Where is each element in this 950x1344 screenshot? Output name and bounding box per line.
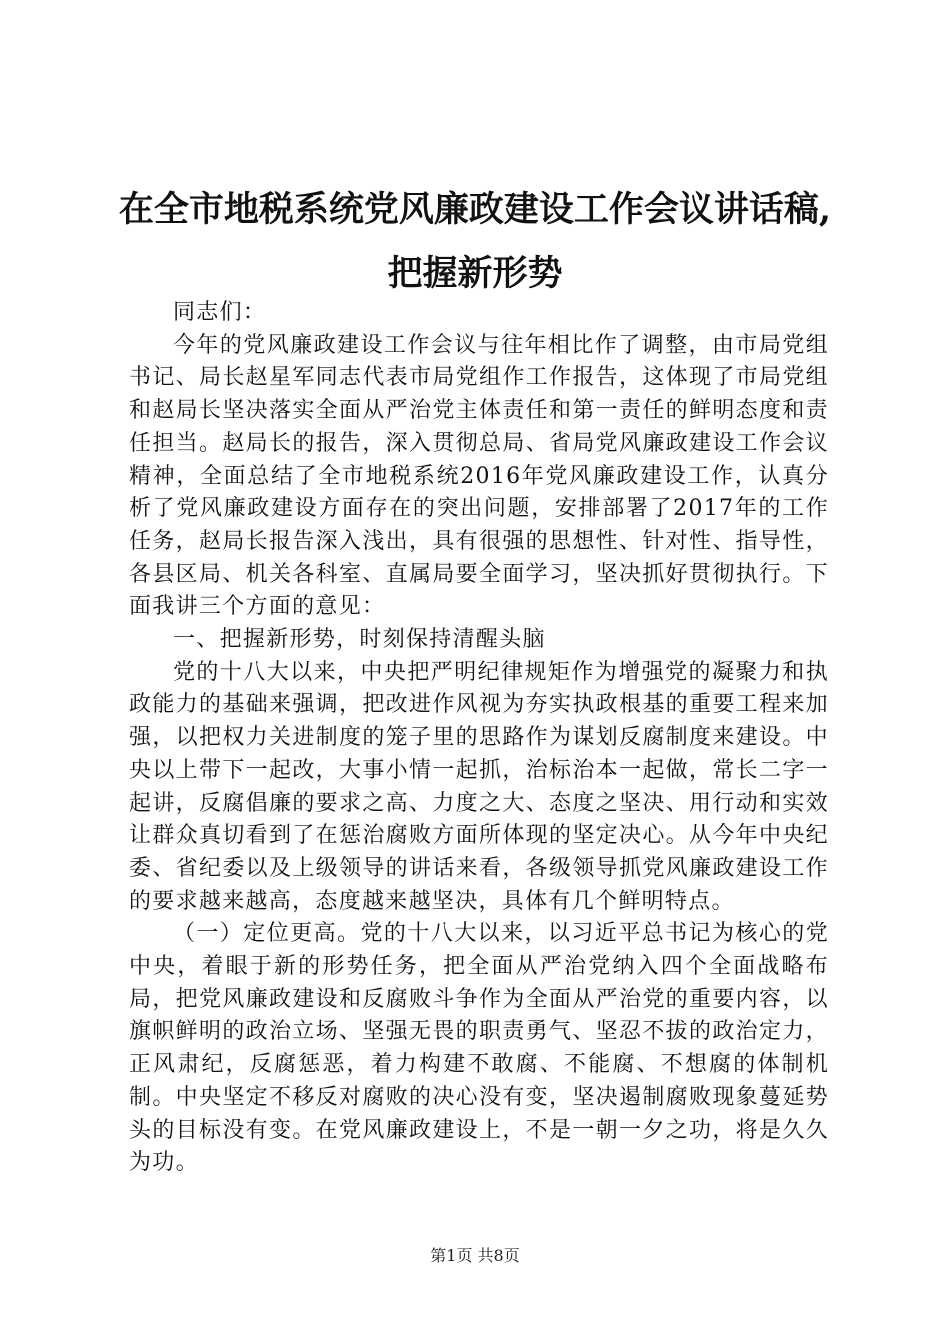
body-paragraph: 今年的党风廉政建设工作会议与往年相比作了调整，由市局党组书记、局长赵星军同志代表市局党组作工作报告，这体现了市局党组和赵局长坚决落实全面从严治党主体责任和第一责任的鲜明态度和责任担当。赵局长的报告，深入贯彻总局、省局党风廉政建设工作会议精神，全面总结了全市地税系统2016年党风廉政建设工作，认真分析了党风廉政建设方面存在的突出问题，安排部署了2017年的工作任务，赵局长报告深入浅出，具有很强的思想性、针对性、指导性，各县区局、机关各科室、直属局要全面学习，坚决抓好贯彻执行。下面我讲三个方面的意见：: [129, 332, 829, 620]
document-body: [129, 297, 829, 1180]
body-paragraph: （一）定位更高。党的十八大以来，以习近平总书记为核心的党中央，着眼于新的形势任务，把全面从严治党纳入四个全面战略布局，把党风廉政建设和反腐败斗争作为全面从严治党的重要内容，以旗帜鲜明的政治立场、坚强无畏的职责勇气、坚忍不拔的政治定力，正风肃纪，反腐惩恶，着力构建不敢腐、不能腐、不想腐的体制机制。中央坚定不移反对腐败的决心没有变，坚决遏制腐败现象蔓延势头的目标没有变。在党风廉政建设上，不是一朝一夕之功，将是久久为功。: [129, 921, 829, 1176]
body-paragraph: 党的十八大以来，中央把严明纪律规矩作为增强党的凝聚力和执政能力的基础来强调，把改进作风视为夯实执政根基的重要工程来加强，以把权力关进制度的笼子里的思路作为谋划反腐制度来建设。中央以上带下一起改，大事小情一起抓，治标治本一起做，常长二字一起讲，反腐倡廉的要求之高、力度之大、态度之坚决、用行动和实效让群众真切看到了在惩治腐败方面所体现的坚定决心。从今年中央纪委、省纪委以及上级领导的讲话来看，各级领导抓党风廉政建设工作的要求越来越高，态度越来越坚决，具体有几个鲜明特点。: [129, 659, 829, 914]
section-heading: 一、把握新形势，时刻保持清醒头脑: [173, 627, 546, 653]
page-footer: 第1页 共8页: [430, 1246, 520, 1265]
document-title-line-2: 把握新形势: [387, 253, 563, 294]
document-title-line-1: 在全市地税系统党风廉政建设工作会议讲话稿,: [118, 189, 832, 230]
salutation: 同志们：: [173, 300, 267, 325]
